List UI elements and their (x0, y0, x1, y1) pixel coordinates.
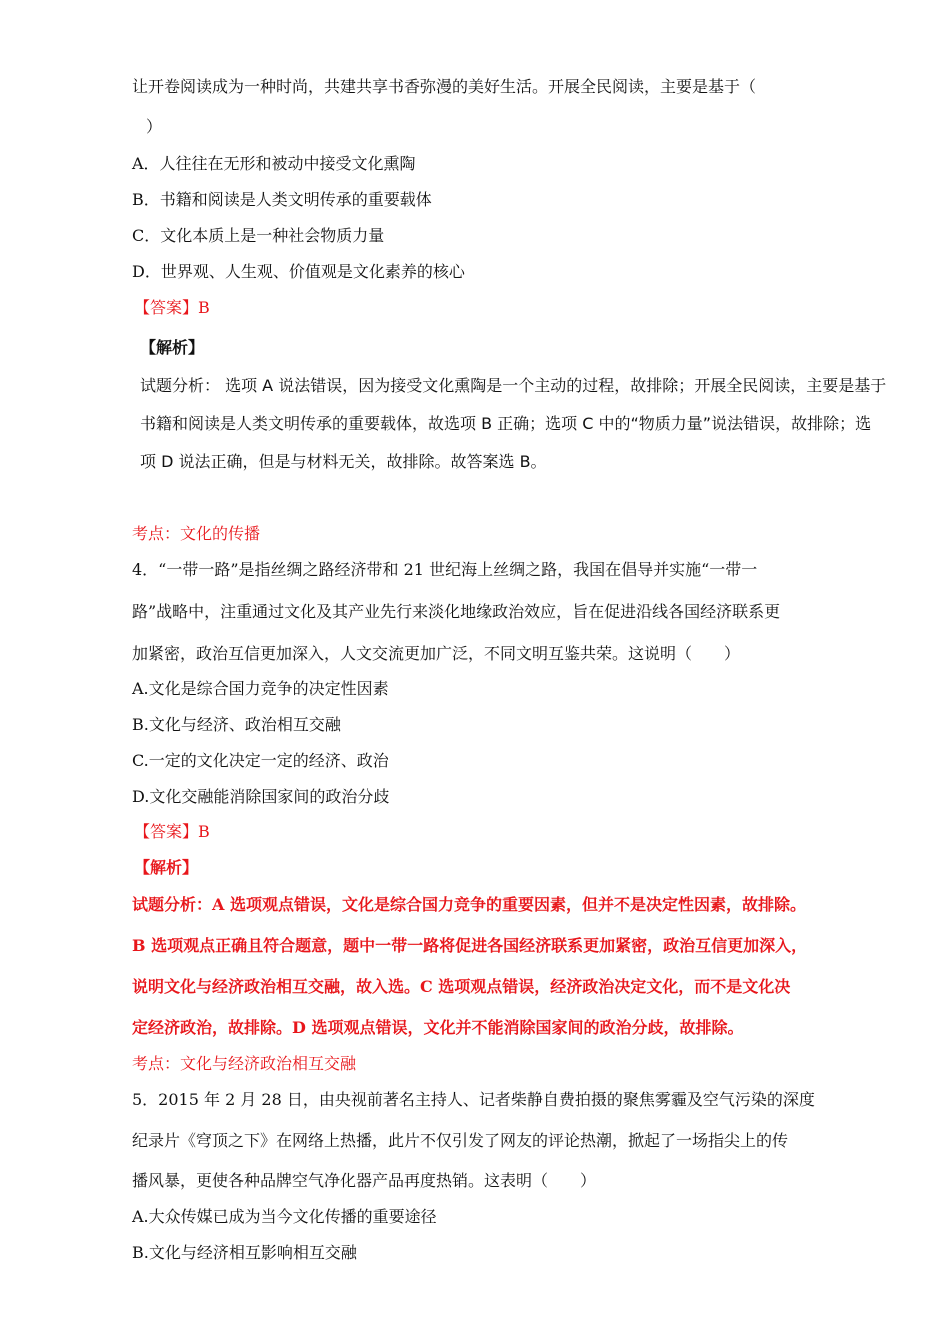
q3-option-a: A．人往往在无形和被动中接受文化熏陶 (132, 154, 416, 173)
q3-stem-line-1: 让开卷阅读成为一种时尚，共建共享书香弥漫的美好生活。开展全民阅读，主要是基于（ (132, 77, 757, 96)
q4-analysis-line-2: B 选项观点正确且符合题意，题中一带一路将促进各国经济联系更加紧密，政治互信更加深入， (132, 936, 808, 955)
q3-answer-label: 【答案】 (134, 298, 199, 317)
q4-stem-line-1: 4．“一带一路”是指丝绸之路经济带和 21 世纪海上丝绸之路，我国在倡导并实施“一带一 (132, 560, 758, 579)
q4-analysis-line-4: 定经济政治，故排除。D 选项观点错误，文化并不能消除国家间的政治分歧，故排除。 (132, 1018, 744, 1037)
q5-option-a: A.大众传媒已成为当今文化传播的重要途径 (132, 1207, 437, 1226)
q4-analysis-label: 【解析】 (134, 858, 199, 877)
q3-answer-value: B (198, 298, 210, 317)
q4-option-b: B.文化与经济、政治相互交融 (132, 715, 341, 734)
q4-option-c: C.一定的文化决定一定的经济、政治 (132, 751, 389, 770)
q3-stem-line-2: ） (146, 117, 163, 136)
q4-stem-line-3: 加紧密，政治互信更加深入，人文交流更加广泛，不同文明互鉴共荣。这说明（ ） (132, 644, 741, 663)
q4-analysis-line-3: 说明文化与经济政治相互交融，故入选。C 选项观点错误，经济政治决定文化，而不是文化决 (132, 977, 791, 996)
q4-analysis-line-1: 试题分析：A 选项观点错误，文化是综合国力竞争的重要因素，但并不是决定性因素，故排除。 (132, 895, 806, 914)
q4-stem-line-2: 路”战略中，注重通过文化及其产业先行来淡化地缘政治效应，旨在促进沿线各国经济联系更 (132, 602, 781, 621)
q4-option-d: D.文化交融能消除国家间的政治分歧 (132, 787, 390, 806)
q3-kaodian: 考点：文化的传播 (132, 524, 261, 543)
q4-option-a: A.文化是综合国力竞争的决定性因素 (132, 679, 389, 698)
q3-analysis-line-2: 书籍和阅读是人类文明传承的重要载体，故选项 B 正确；选项 C 中的“物质力量”说法错误，故排除；选 (140, 414, 872, 433)
q4-kaodian: 考点：文化与经济政治相互交融 (132, 1054, 357, 1073)
q3-analysis-label: 【解析】 (140, 338, 205, 357)
q3-option-c: C．文化本质上是一种社会物质力量 (132, 226, 385, 245)
q5-option-b: B.文化与经济相互影响相互交融 (132, 1243, 357, 1262)
q3-analysis-line-1: 试题分析： 选项 A 说法错误，因为接受文化熏陶是一个主动的过程，故排除；开展全民阅读，主要是基于 (140, 376, 887, 395)
q3-analysis-line-3: 项 D 说法正确，但是与材料无关，故排除。故答案选 B。 (140, 452, 547, 471)
q5-stem-line-1: 5．2015 年 2 月 28 日，由央视前著名主持人、记者柴静自费拍摄的聚焦雾霾及空气污染的深度 (132, 1090, 815, 1109)
q3-answer (134, 298, 210, 318)
q4-answer-value: B (198, 822, 210, 841)
q3-option-b: B．书籍和阅读是人类文明传承的重要载体 (132, 190, 432, 209)
q5-stem-line-2: 纪录片《穹顶之下》在网络上热播，此片不仅引发了网友的评论热潮，掀起了一场指尖上的传 (132, 1131, 789, 1150)
q5-stem-line-3: 播风暴，更使各种品牌空气净化器产品再度热销。这表明（ ） (132, 1171, 597, 1190)
q4-answer-label: 【答案】 (134, 822, 199, 841)
q3-option-d: D．世界观、人生观、价值观是文化素养的核心 (132, 262, 465, 281)
q4-answer (134, 822, 210, 842)
